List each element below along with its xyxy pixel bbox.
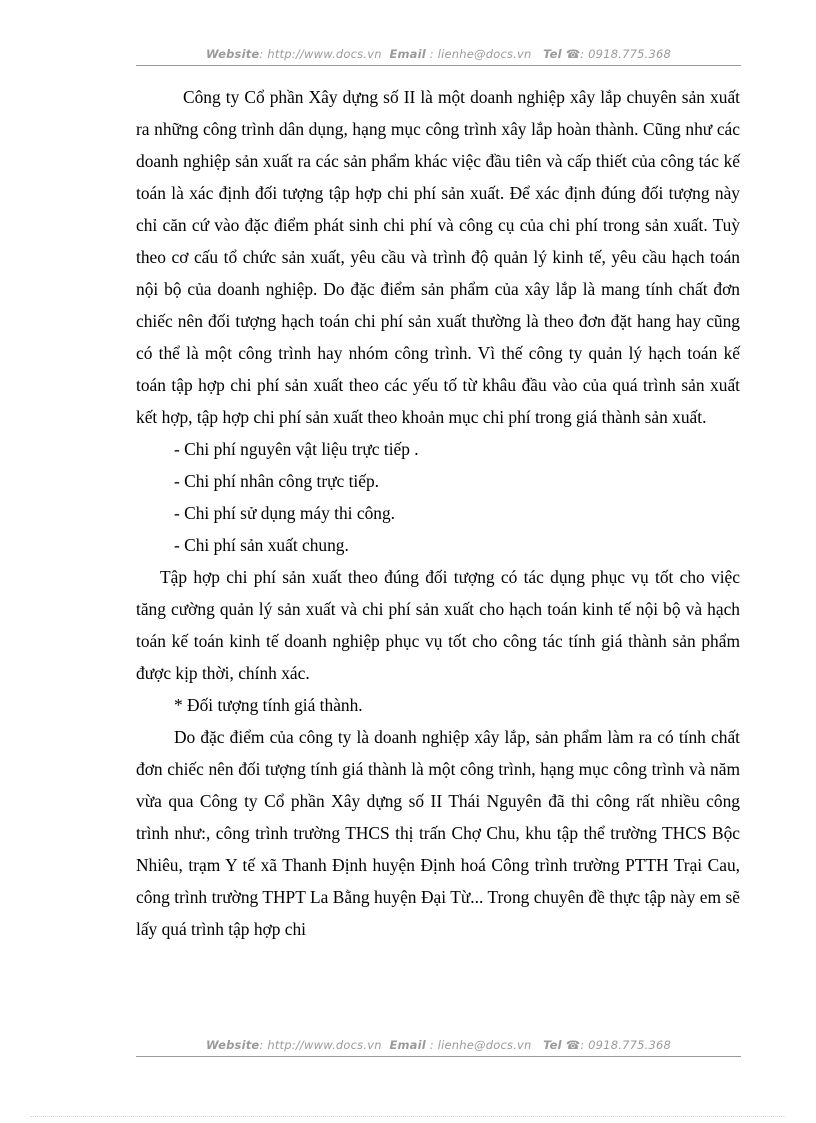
bullet-item-4: - Chi phí sản xuất chung. xyxy=(174,535,349,555)
footer-website-label: Website xyxy=(205,1038,260,1052)
page-footer xyxy=(136,1038,741,1054)
header-rule xyxy=(136,65,741,66)
footer-website-value[interactable]: : http://www.docs.vn xyxy=(259,1038,382,1052)
bullet-item-1: - Chi phí nguyên vật liệu trực tiếp . xyxy=(174,439,419,459)
header-email-value[interactable]: : lienhe@docs.vn xyxy=(429,47,532,61)
footer-tel-label: Tel xyxy=(543,1038,562,1052)
footer-email-value[interactable]: : lienhe@docs.vn xyxy=(429,1038,532,1052)
footer-rule xyxy=(136,1056,741,1057)
paragraph-2: Tập hợp chi phí sản xuất theo đúng đối tượng có tác dụng phục vụ tốt cho việc tăng cường quản lý sản xuất và chi phí sản xuất cho hạch toán kinh tế nội bộ và hạch toán kế toán kinh tế doanh nghiệp phục vụ tốt cho công tác tính giá thành sản phẩm được kịp thời, chính xác. xyxy=(136,567,740,683)
header-tel-value: : 0918.775.368 xyxy=(580,47,672,61)
phone-icon: ☎ xyxy=(565,1038,581,1052)
header-website-label: Website xyxy=(205,47,260,61)
page-header xyxy=(136,47,741,63)
page-bottom-divider xyxy=(30,1116,786,1117)
header-tel-label: Tel xyxy=(543,47,562,61)
paragraph-3: Do đặc điểm của công ty là doanh nghiệp xây lắp, sản phẩm làm ra có tính chất đơn chiếc nên đối tượng tính giá thành là một công trình, hạng mục công trình và năm vừa qua Công ty Cổ phần Xây dựng số II Thái Nguyên đã thi công rất nhiều công trình như:, công trình trường THCS thị trấn Chợ Chu, khu tập thể trường THCS Bộc Nhiêu, trạm Y tế xã Thanh Định huyện Định hoá Công trình trường PTTH Trại Cau, công trình trường THPT La Bằng huyện Đại Từ... Trong chuyên đề thực tập này em sẽ lấy quá trình tập hợp chi xyxy=(136,727,740,939)
header-website-value[interactable]: : http://www.docs.vn xyxy=(259,47,382,61)
paragraph-1: Công ty Cổ phần Xây dựng số II là một doanh nghiệp xây lắp chuyên sản xuất ra những công trình dân dụng, hạng mục công trình xây lắp hoàn thành. Cũng như các doanh nghiệp sản xuất ra các sản phẩm khác việc đầu tiên và cấp thiết của công tác kế toán là xác định đối tượng tập hợp chi phí sản xuất. Để xác định đúng đối tượng này chỉ căn cứ vào đặc điểm phát sinh chi phí và công cụ của chi phí trong sản xuất. Tuỳ theo cơ cấu tổ chức sản xuất, yêu cầu và trình độ quản lý kinh tế, yêu cầu hạch toán nội bộ của doanh nghiệp. Do đặc điểm sản phẩm của xây lắp là mang tính chất đơn chiếc nên đối tượng hạch toán chi phí sản xuất thường là theo đơn đặt hang hay cũng có thể là một công trình hay nhóm công trình. Vì thế công ty quản lý hạch toán kế toán tập hợp chi phí sản xuất theo các yếu tố từ khâu đầu vào của quá trình sản xuất kết hợp, tập hợp chi phí sản xuất theo khoản mục chi phí trong giá thành sản xuất. xyxy=(136,87,740,427)
section-heading: * Đối tượng tính giá thành. xyxy=(174,695,363,715)
phone-icon: ☎ xyxy=(565,47,581,61)
bullet-item-2: - Chi phí nhân công trực tiếp. xyxy=(174,471,380,491)
footer-email-label: Email xyxy=(389,1038,426,1052)
header-email-label: Email xyxy=(389,47,426,61)
footer-tel-value: : 0918.775.368 xyxy=(580,1038,672,1052)
document-body xyxy=(136,81,740,945)
bullet-item-3: - Chi phí sử dụng máy thi công. xyxy=(174,503,396,523)
